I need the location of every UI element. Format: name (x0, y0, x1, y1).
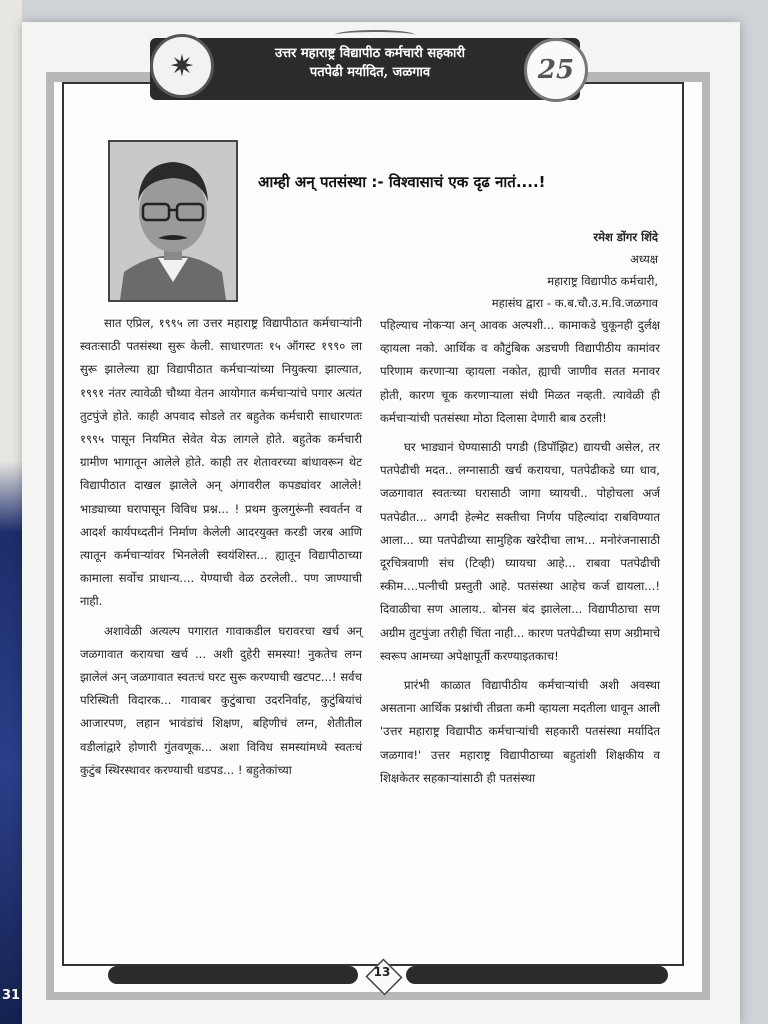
page-number: 13 (373, 965, 391, 979)
silver-jubilee-logo (524, 38, 588, 102)
footer-bar-left (108, 966, 358, 984)
author-org-2: महासंघ द्वारा - क.ब.चौ.उ.म.वि.जळगाव (491, 296, 658, 310)
left-column (80, 312, 362, 788)
paragraph: सात एप्रिल, १९९५ ला उत्तर महाराष्ट्र विद्यापीठात कर्मचाऱ्यांनी स्वतःसाठी पतसंस्था सुरू केली. साधारणतः १५ ऑगस्ट १९९० ला सुरू झालेल्या ह्या विद्यापीठात कर्मचाऱ्यांच्या नियुक्त्या झाल्यात, १९९१ नंतर त्यावेळी चौथ्या वेतन आयोगात कर्मचाऱ्यांचे पगार अत्यंत तुटपुंजे होते. काही अपवाद सोडले तर बहुतेक कर्मचारी साधारणतः १९९५ पासून नियमित सेवेत येऊ लागले होते. बहुतेक कर्मचारी ग्रामीण भागातून आलेले होते. काही तर शेतावरच्या बांधावरून थेट विद्यापीठात दाखल झालेले अन् अंगावरील कपड्यांवर आलेले! भाड्याच्या घरापासून विविध प्रश्न... ! प्रथम कुलगुरूंनी स्ववर्तन व आदर्श कार्यपध्दतीनं निर्माण केलेली आदरयुक्त करडी जरब आणि त्यातून कर्मचाऱ्यांवर भिनलेली स्वयंशिस्त... ह्यातून विद्यापीठाच्या कामाला सर्वोच प्राधान्य.... येण्याची वेळ ठरलेली.. पण जाण्याची नाही. (80, 316, 362, 609)
author-block (380, 226, 658, 314)
jubilee-number: 25 (537, 55, 575, 85)
right-column (380, 314, 660, 796)
adjacent-page-edge (0, 0, 22, 1024)
footer-bar-right (406, 966, 668, 984)
author-photo (108, 140, 238, 302)
header-line-2: पतपेढी मर्यादित, जळगाव (309, 65, 431, 80)
portrait-icon (110, 142, 236, 300)
author-role: अध्यक्ष (629, 252, 658, 266)
header-line-1: उत्तर महाराष्ट्र विद्यापीठ कर्मचारी सहकारी (274, 46, 466, 61)
paragraph: प्रारंभी काळात विद्यापीठीय कर्मचाऱ्यांची अशी अवस्था असताना आर्थिक प्रश्नांची तीव्रता कमी व्हायला मदतीला धावून आली 'उत्तर महाराष्ट्र विद्यापीठ कर्मचाऱ्यांची सहकारी पतसंस्था मर्यादित जळगाव!' उत्तर महाराष्ट्र विद्यापीठाच्या बहुतांशी शिक्षकीय व शिक्षकेतर सहकाऱ्यांसाठी ही पतसंस्था (380, 678, 660, 785)
society-logo-icon: ✷ (150, 34, 214, 98)
paragraph: पहिल्याच नोकऱ्या अन् आवक अल्पशी... कामाकडे चुकूनही दुर्लक्ष व्हायला नको. आर्थिक व कौटुंबिक अडचणी विद्यापीठीय कामांवर परिणाम करणाऱ्या व्हायला नकोत, ह्याची जाणीव सतत मनावर होती, कारण चूक करणाऱ्याला संधी मिळत नव्हती. त्यावेळी ही कर्मचाऱ्यांची पतसंस्था मोठा दिलासा देणारी बाब ठरली! (380, 318, 660, 425)
author-name: रमेश डोंगर शिंदे (593, 230, 658, 244)
author-org: महाराष्ट्र विद्यापीठ कर्मचारी, (547, 274, 658, 288)
previous-page-number: 31 (2, 988, 21, 1003)
article-title: आम्ही अन् पतसंस्था :- विश्वासाचं एक दृढ नातं....! (258, 173, 546, 191)
header-title (200, 44, 540, 82)
paragraph: घर भाड्यानं घेण्यासाठी पगडी (डिपॉझिट) द्यायची असेल, तर पतपेढीची मदत.. लग्नासाठी खर्च करायचा, पतपेढीकडे घ्या धाव, जळगावात स्वतःच्या घरासाठी जागा घ्यायची.. पोहोचला अर्ज पतपेढीत... अगदी हेल्मेट सक्तीचा निर्णय पहिल्यांदा राबविण्यात आला... घ्या पतपेढीच्या सामुहिक खरेदीचा लाभ... मनोरंजनासाठी दूरचित्रवाणी संच (टिव्ही) घ्यायचा आहे... राबवा पतपेढीची स्कीम....पत्नीची प्रस्तुती आहे. पतसंस्था आहेच कर्ज द्यायला...! दिवाळीचा सण आलाय.. बोनस बंद झालेला... विद्यापीठाचा सण अग्रीम तुटपुंजा तरीही चिंता नाही... कारण पतपेढीच्या सण अग्रीमाचे स्वरूप आमच्या अपेक्षापूर्ती करण्याइतकाच! (380, 440, 660, 663)
paragraph: अशावेळी अत्यल्प पगारात गावाकडील घरावरचा खर्च अन् जळगावात करायचा खर्च ... अशी दुहेरी समस्या! नुकतेच लग्न झालेलं अन् जळगावात स्वतःचं घरट सुरू करण्याची खटपट...! सर्वच परिस्थिती विदारक... गावाबर कुटुंबाचा उदरनिर्वाह, कुटुंबियांचं आजारपण, लहान भावंडांचं शिक्षण, बहिणीचं लग्न, शेतीतील वडीलांद्वारे होणारी गुंतवणूक... अशा विविध समस्यांमध्ये स्वतःचं कुटुंब स्थिरस्थावर करण्याची धडपड... ! बहुतेकांच्या (80, 623, 362, 777)
